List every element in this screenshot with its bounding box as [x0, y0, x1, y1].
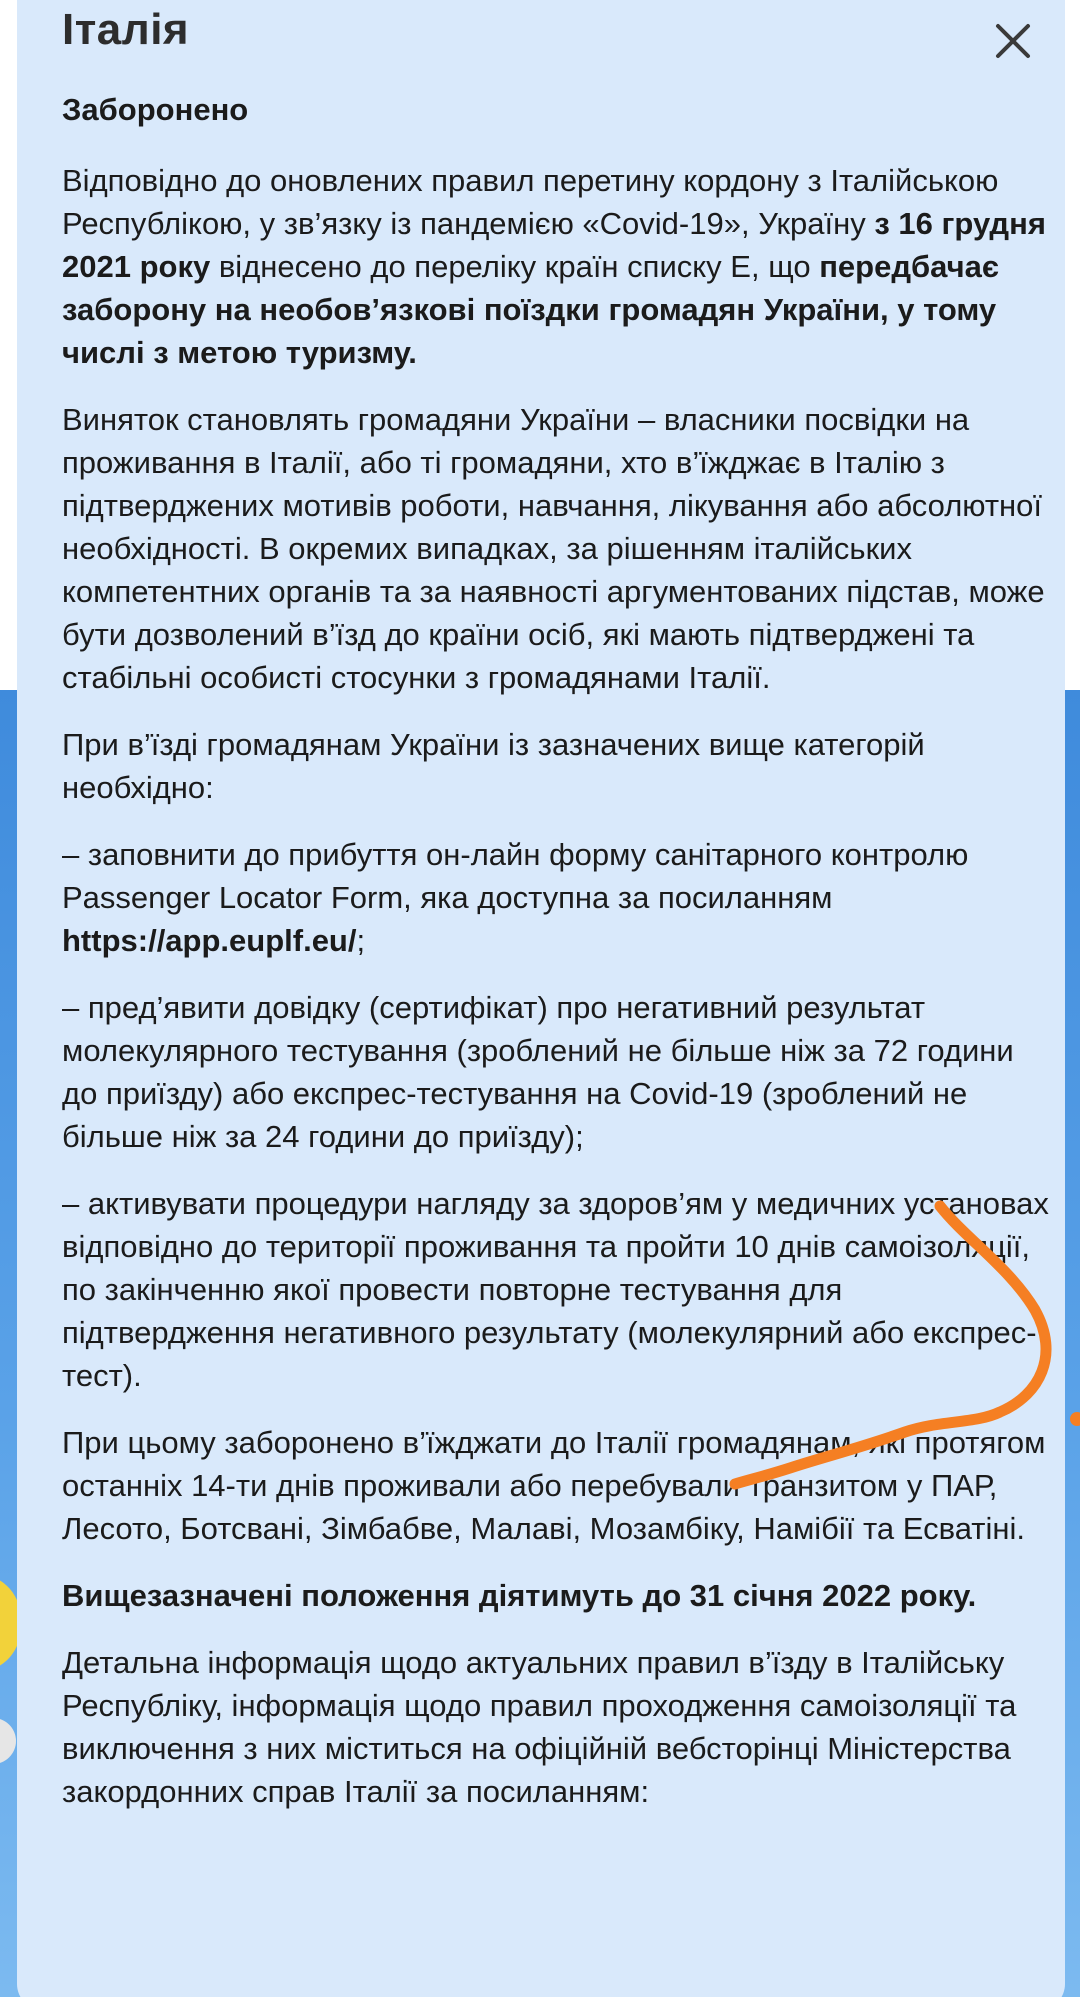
paragraph-requirement-test: – пред’явити довідку (сертифікат) про негативний результат молекулярного тестування (зроблений не більше ніж за 72 години до приїзду) або експрес-тестування на Covid-19 (зроблений не більше ніж за 24 години до приїзду);: [62, 990, 1014, 1154]
paragraph-requirement-plf: [62, 833, 1052, 962]
paragraph-validity: Вищезазначені положення діятимуть до 31 січня 2022 року.: [62, 1578, 977, 1613]
paragraph-requirements-intro: При в’їзді громадянам України із зазначених вище категорій необхідно:: [62, 727, 925, 805]
paragraph-rules-ban: передбачає заборону на необов’язкові поїздки громадян України, у тому числі з метою туризму.: [62, 249, 999, 370]
paragraph-rules-text-2: віднесено до переліку країн списку Е, що: [210, 249, 820, 284]
paragraph-transit-ban: При цьому заборонено в’їжджати до Італії громадянам, які протягом останніх 14-ти днів проживали або перебували транзитом у ПАР, Лесото, Ботсвані, Зімбабве, Малаві, Мозамбіку, Намібії та Есватіні.: [62, 1425, 1046, 1546]
paragraph-rules: [62, 159, 1052, 374]
modal-content: [62, 0, 1052, 1813]
country-title: Італія: [62, 5, 190, 54]
close-icon[interactable]: [992, 20, 1034, 62]
entry-status: Заборонено: [62, 92, 249, 127]
paragraph-rules-text-1: Відповідно до оновлених правил перетину кордону з Італійською Республікою, у зв’язку із пандемією «Covid-19», Україну: [62, 163, 999, 241]
paragraph-requirement-isolation: – активувати процедури нагляду за здоров’ям у медичних установах відповідно до території проживання та пройти 10 днів самоізоляції, по закінченню якої провести повторне тестування для підтвердження негативного результату (молекулярний або експрес-тест).: [62, 1186, 1049, 1393]
paragraph-more-info: Детальна інформація щодо актуальних правил в’їзду в Італійську Республіку, інформація щодо правил проходження самоізоляції та виключення з них міститься на офіційній вебсторінці Міністерства закордонних справ Італії за посиланням:: [62, 1645, 1017, 1809]
requirement-plf-text: – заповнити до прибуття он-лайн форму санітарного контролю Passenger Locator Form, яка доступна за посиланням: [62, 837, 969, 915]
requirement-plf-end: ;: [356, 923, 366, 958]
euplf-link[interactable]: https://app.euplf.eu/: [62, 923, 357, 958]
decorative-orange-dot: [1070, 1412, 1080, 1426]
country-info-modal: [17, 0, 1065, 1997]
paragraph-rules-date: з 16 грудня 2021 року: [62, 206, 1046, 284]
paragraph-exceptions: Виняток становлять громадяни України – власники посвідки на проживання в Італії, або ті громадяни, хто в’їжджає в Італію з підтверджених мотивів роботи, навчання, лікування або абсолютної необхідності. В окремих випадках, за рішенням італійських компетентних органів та за наявності аргументованих підстав, може бути дозволений в’їзд до країни осіб, які мають підтверджені та стабільні особисті стосунки з громадянами Італії.: [62, 402, 1045, 695]
